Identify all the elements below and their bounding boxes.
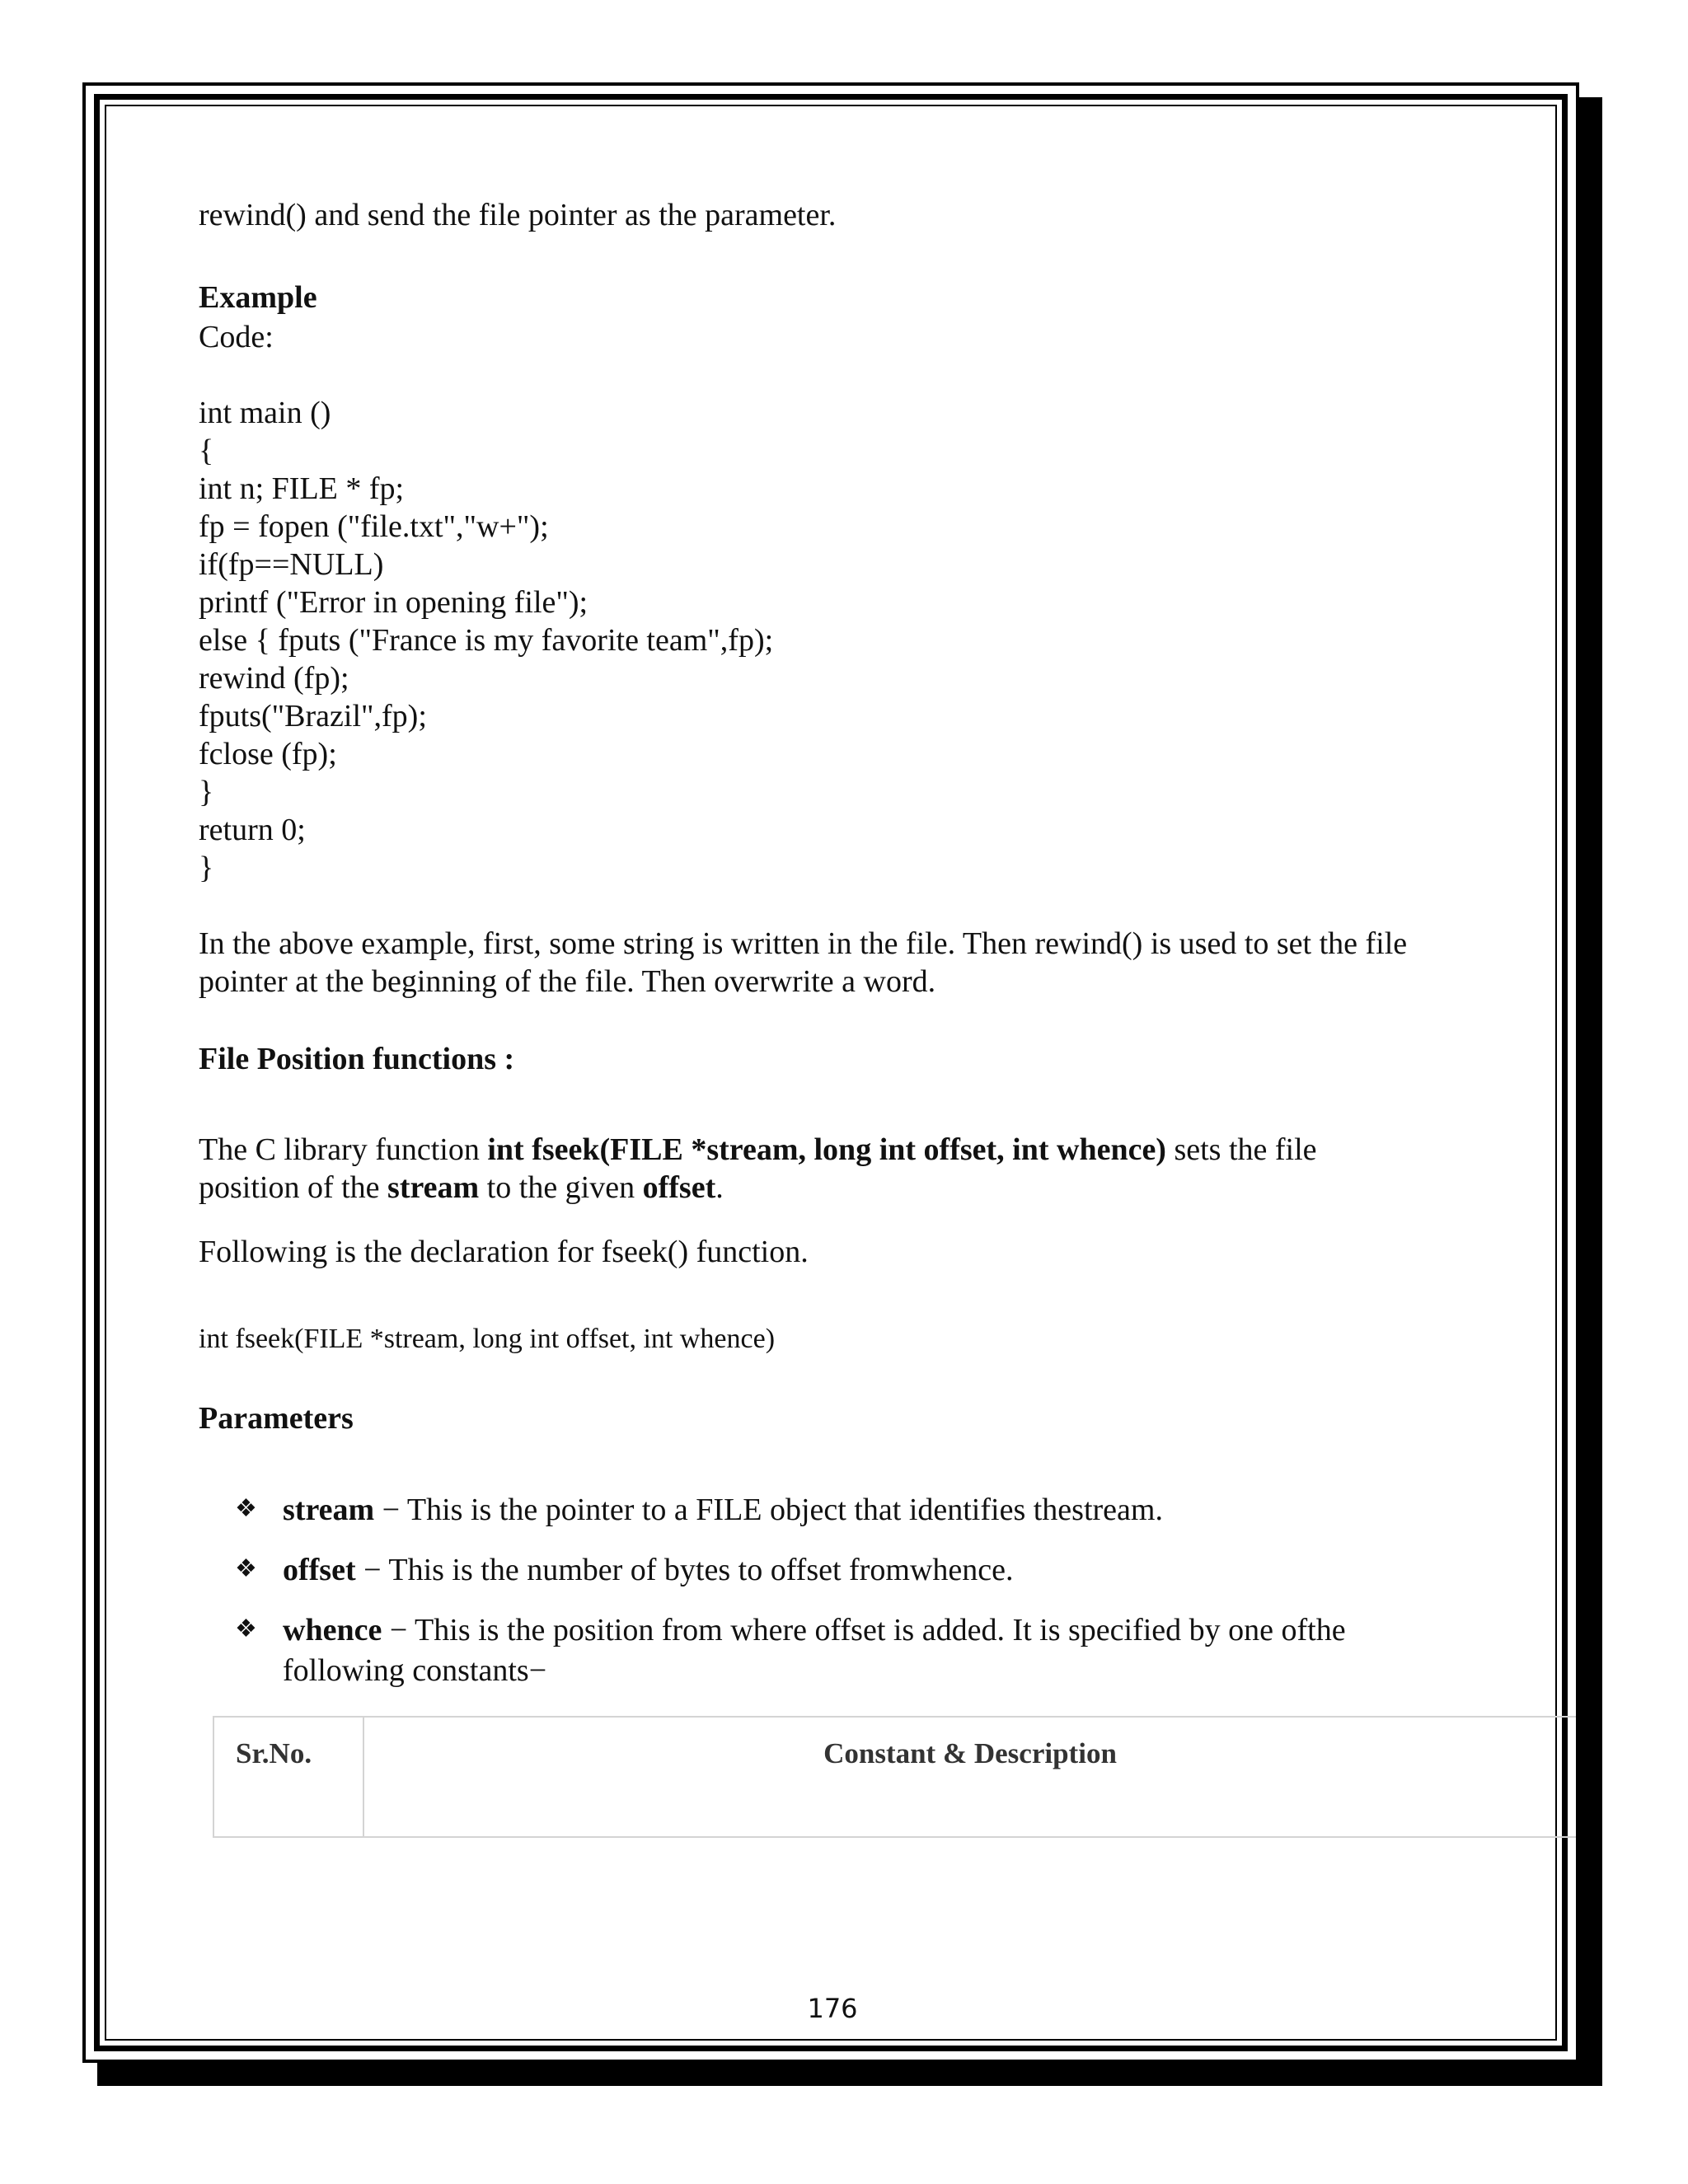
explanation-line: pointer at the beginning of the file. Then overwrite a word. <box>199 964 936 999</box>
code-line: int main () <box>199 396 331 430</box>
parameter-item-offset: offset − This is the number of bytes to offset fromwhence. <box>283 1553 1014 1587</box>
code-line: else { fputs ("France is my favorite team",fp); <box>199 623 774 658</box>
declaration-intro: Following is the declaration for fseek() function. <box>199 1235 809 1269</box>
code-line: } <box>199 851 214 885</box>
file-position-heading: File Position functions : <box>199 1042 515 1076</box>
constants-table <box>213 1716 1576 1838</box>
fseek-description-line2: position of the stream to the given offset. <box>199 1170 724 1205</box>
diamond-bullet-icon: ❖ <box>235 1495 257 1522</box>
code-label: Code: <box>199 320 274 354</box>
diamond-bullet-icon: ❖ <box>235 1555 257 1582</box>
parameters-heading: Parameters <box>199 1401 354 1436</box>
explanation-line: In the above example, first, some string is written in the file. Then rewind() is used to set the file <box>199 926 1408 961</box>
code-line: printf ("Error in opening file"); <box>199 585 588 620</box>
code-line: fclose (fp); <box>199 737 337 771</box>
code-line: if(fp==NULL) <box>199 547 384 582</box>
code-line: fputs("Brazil",fp); <box>199 699 427 733</box>
code-line: return 0; <box>199 813 306 847</box>
parameter-item-whence-continuation: following constants− <box>283 1653 547 1688</box>
intro-line: rewind() and send the file pointer as the parameter. <box>199 198 837 232</box>
parameter-item-whence: whence − This is the position from where offset is added. It is specified by one ofthe <box>283 1613 1346 1647</box>
table-header-srno: Sr.No. <box>236 1737 312 1769</box>
parameter-item-stream: stream − This is the pointer to a FILE object that identifies thestream. <box>283 1493 1163 1527</box>
code-line: int n; FILE * fp; <box>199 471 405 506</box>
declaration-code: int fseek(FILE *stream, long int offset, int whence) <box>199 1324 776 1354</box>
diamond-bullet-icon: ❖ <box>235 1615 257 1643</box>
example-heading: Example <box>199 280 317 315</box>
fseek-signature: int fseek(FILE *stream, long int offset, int whence) <box>487 1132 1166 1167</box>
code-line: rewind (fp); <box>199 661 349 696</box>
code-line: fp = fopen ("file.txt","w+"); <box>199 509 549 544</box>
table-header-constant-description: Constant & Description <box>823 1737 1117 1769</box>
code-line: { <box>199 434 214 468</box>
page-number: 176 <box>807 1993 858 2024</box>
fseek-description-line1: The C library function int fseek(FILE *stream, long int offset, int whence) sets the file <box>199 1132 1317 1167</box>
code-line: } <box>199 775 214 809</box>
